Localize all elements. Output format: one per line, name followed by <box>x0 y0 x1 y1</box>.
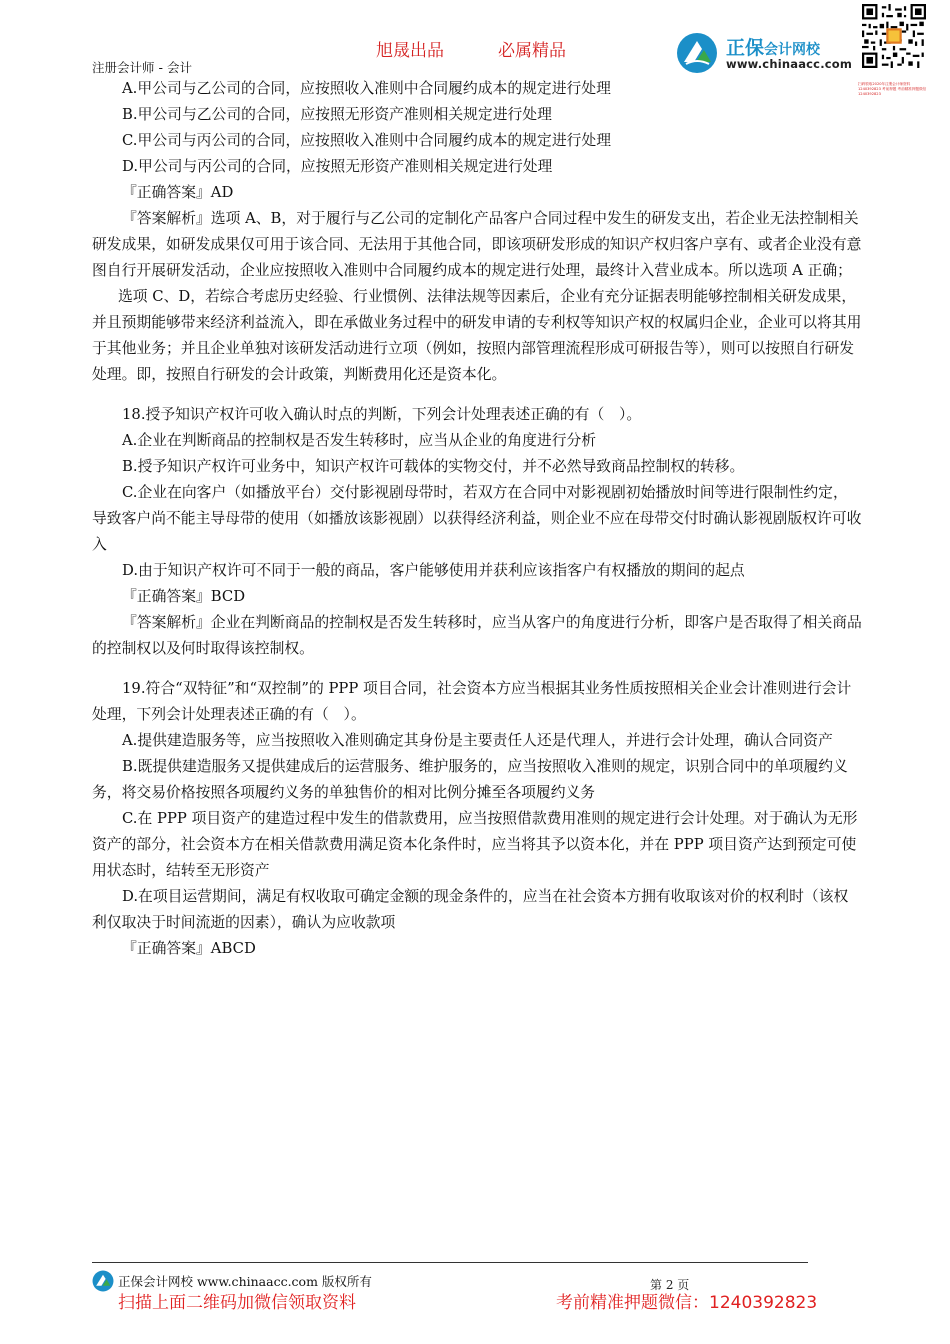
logo-name-sub: 会计网校 <box>764 42 821 58</box>
q17-answer: 『正确答案』AD <box>122 184 234 201</box>
q18-answer: 『正确答案』BCD <box>122 588 246 605</box>
footer-promo-right: 考前精准押题微信：1240392823 <box>556 1293 818 1313</box>
qr-code-icon <box>862 4 926 68</box>
q18-analysis: 『答案解析』企业在判断商品的控制权是否发生转移时，应当从客户的角度进行分析，即客户是否取得了相关商品的控制权以及何时取得该控制权。 <box>92 614 862 657</box>
q19-option-a: A.提供建造服务等，应当按照收入准则确定其身份是主要责任人还是代理人，并进行会计处理，确认合同资产 <box>122 732 833 749</box>
q17-option-d: D.甲公司与丙公司的合同，应按照无形资产准则相关规定进行处理 <box>122 158 553 175</box>
qr-caption: 扫码领取2020年注册会计师资料 1240392823 考前押题 考前精准押题微信 1240392823 <box>858 82 927 96</box>
q18-stem: 18.授予知识产权许可收入确认时点的判断，下列会计处理表述正确的有（ ）。 <box>122 406 642 423</box>
q19-stem: 19.符合“双特征”和“双控制”的 PPP 项目合同，社会资本方应当根据其业务性质按照相关企业会计准则进行会计处理，下列会计处理表述正确的有（ ）。 <box>92 680 852 723</box>
q18-option-d: D.由于知识产权许可不同于一般的商品，客户能够使用并获利应该指客户有权播放的期间的起点 <box>122 562 745 579</box>
header-slogan-left: 旭晟出品 <box>376 41 444 61</box>
logo-name-main: 正保 <box>726 37 765 59</box>
brand-logo-icon <box>676 32 718 74</box>
footer-logo-icon <box>92 1270 114 1292</box>
document-subject: 注册会计师 - 会计 <box>92 60 192 75</box>
header-slogan-right: 必属精品 <box>498 41 566 61</box>
q17-option-b: B.甲公司与乙公司的合同，应按照无形资产准则相关规定进行处理 <box>122 106 552 123</box>
q17-option-c: C.甲公司与丙公司的合同，应按照收入准则中合同履约成本的规定进行处理 <box>122 132 612 149</box>
q19-option-d: D.在项目运营期间，满足有权收取可确定金额的现金条件的，应当在社会资本方拥有收取该对价的权利时（该权利仅取决于时间流逝的因素），确认为应收款项 <box>92 888 849 931</box>
q19-option-b: B.既提供建造服务又提供建成后的运营服务、维护服务的，应当按照收入准则的规定，识别合同中的单项履约义务，将交易价格按照各项履约义务的单独售价的相对比例分摊至各项履约义务 <box>92 758 848 801</box>
q18-option-a: A.企业在判断商品的控制权是否发生转移时，应当从企业的角度进行分析 <box>122 432 597 449</box>
q19-answer: 『正确答案』ABCD <box>122 940 256 957</box>
q17-option-a: A.甲公司与乙公司的合同，应按照收入准则中合同履约成本的规定进行处理 <box>122 80 611 97</box>
footer-divider <box>92 1262 808 1263</box>
logo-name <box>726 33 820 60</box>
q18-option-b: B.授予知识产权许可业务中，知识产权许可载体的实物交付，并不必然导致商品控制权的转移。 <box>122 458 745 475</box>
q19-option-c: C.在 PPP 项目资产的建造过程中发生的借款费用，应当按照借款费用准则的规定进行会计处理。对于确认为无形资产的部分，社会资本方在相关借款费用满足资本化条件时，应当将其予以资本化，并在 PPP 项目资产达到预定可使用状态时，结转至无形资产 <box>92 810 858 879</box>
chinaacc-logo[interactable] <box>676 30 856 78</box>
q17-analysis-2: 选项 C、D，若综合考虑历史经验、行业惯例、法律法规等因素后，企业有充分证据表明能够控制相关研发成果，并且预期能够带来经济利益流入，即在承做业务过程中的研发申请的专利权等知识产权的权属归企业，企业可以将其用于其他业务；并且企业单独对该研发活动进行立项（例如，按照内部管理流程形成可研报告等），则可以按照自行研发处理。即，按照自行研发的会计政策，判断费用化还是资本化。 <box>92 288 862 383</box>
logo-url: www.chinaacc.com <box>726 57 853 71</box>
q17-analysis-1: 『答案解析』选项 A、B，对于履行与乙公司的定制化产品客户合同过程中发生的研发支出，若企业无法控制相关研发成果，如研发成果仅可用于该合同、无法用于其他合同，即该项研发形成的知识产权归客户享有、或者企业没有意图自行开展研发活动，企业应按照收入准则中合同履约成本的规定进行处理，最终计入营业成本。所以选项 A 正确； <box>92 210 862 279</box>
page-number: 第 2 页 <box>650 1278 690 1292</box>
footer-promo-left: 扫描上面二维码加微信领取资料 <box>118 1293 356 1313</box>
document-body <box>92 76 862 962</box>
q18-option-c: C.企业在向客户（如播放平台）交付影视剧母带时，若双方在合同中对影视剧初始播放时间等进行限制性约定，导致客户尚不能主导母带的使用（如播放该影视剧）以获得经济利益，则企业不应在母带交付时确认影视剧版权许可收入 <box>92 484 862 553</box>
footer-copyright: 正保会计网校 www.chinaacc.com 版权所有 <box>118 1274 372 1289</box>
